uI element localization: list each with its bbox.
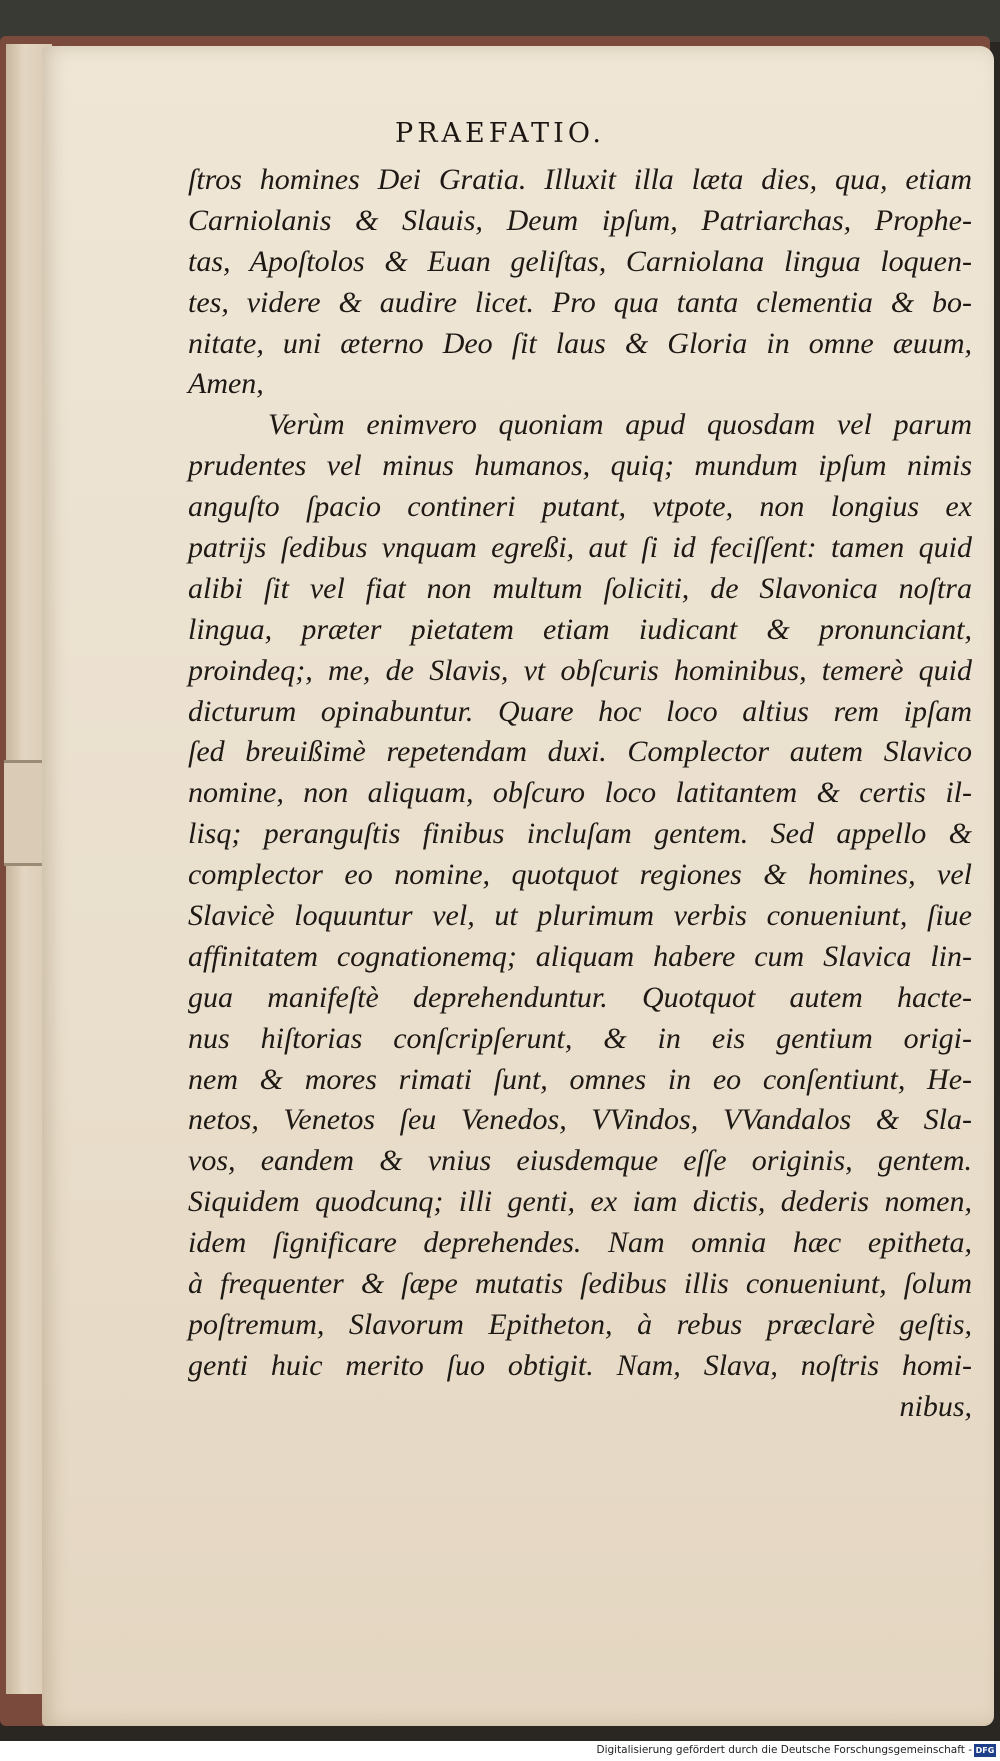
footer-credit: Digitalisierung gefördert durch die Deutsche Forschungsgemeinschaft - — [596, 1744, 972, 1756]
text-line: à frequenter & ſæpe mutatis ſedibus illis conueniunt, ſolum — [188, 1267, 972, 1301]
dfg-logo: DFG — [975, 1746, 995, 1755]
text-line: nem & mores rimati ſunt, omnes in eo conſentiunt, He- — [188, 1062, 972, 1096]
body-text — [188, 160, 972, 1428]
text-line: tes, videre & audire licet. Pro qua tanta clementia & bo- — [188, 285, 972, 319]
text-line: anguſto ſpacio contineri putant, vtpote, non longius ex — [188, 490, 972, 524]
text-line: Slavicè loquuntur vel, ut plurimum verbis conueniunt, ſiue — [188, 899, 972, 933]
catchword: nibus, — [899, 1389, 972, 1423]
digitization-footer — [0, 1741, 1000, 1761]
text-line: tas, Apoſtolos & Euan geliſtas, Carniolana lingua loquen- — [188, 244, 972, 278]
text-line: ſed breuißimè repetendam duxi. Complector autem Slavico — [188, 735, 972, 769]
text-line: genti huic merito ſuo obtigit. Nam, Slava, noſtris homi- — [188, 1348, 972, 1382]
text-line: nus hiſtorias conſcripſerunt, & in eis gentium origi- — [188, 1021, 972, 1055]
text-line: vos, eandem & vnius eiusdemque eſſe originis, gentem. — [188, 1144, 972, 1178]
text-line: poſtremum, Slavorum Epitheton, à rebus præclarè geſtis, — [188, 1307, 972, 1341]
text-line: Siquidem quodcunq; illi genti, ex iam dictis, dederis nomen, — [188, 1185, 972, 1219]
text-line: lingua, præter pietatem etiam iudicant & pronunciant, — [188, 612, 972, 646]
text-line: complector eo nomine, quotquot regiones & homines, vel — [188, 858, 972, 892]
text-line: alibi ſit vel fiat non multum ſoliciti, de Slavonica noſtra — [188, 571, 972, 605]
text-line: ſtros homines Dei Gratia. Illuxit illa læta dies, qua, etiam — [188, 163, 972, 196]
text-line: lisq; peranguſtis finibus incluſam gentem. Sed appello & — [188, 817, 972, 851]
text-line: nitate, uni æterno Deo ſit laus & Gloria in omne æuum, — [188, 326, 972, 360]
text-line: Verùm enimvero quoniam apud quosdam vel parum — [268, 408, 972, 442]
running-head: PRAEFATIO. — [395, 118, 605, 149]
text-line: Amen, — [188, 367, 264, 401]
text-line: nomine, non aliquam, obſcuro loco latitantem & certis il- — [188, 776, 972, 810]
text-line: netos, Venetos ſeu Venedos, VVindos, VVandalos & Sla- — [188, 1103, 972, 1137]
text-line: Carniolanis & Slauis, Deum ipſum, Patriarchas, Prophe- — [188, 203, 972, 237]
text-line: gua manifeſtè deprehenduntur. Quotquot autem hacte- — [188, 980, 972, 1014]
text-line: proindeq;, me, de Slavis, vt obſcuris hominibus, temerè quid — [188, 653, 972, 687]
text-line: prudentes vel minus humanos, quiq; mundum ipſum nimis — [188, 449, 972, 483]
text-line: patrijs ſedibus vnquam egreßi, aut ſi id feciſſent: tamen quid — [188, 531, 972, 565]
text-line: affinitatem cognationemq; aliquam habere cum Slavica lin- — [188, 939, 972, 973]
text-line: dicturum opinabuntur. Quare hoc loco altius rem ipſam — [188, 694, 972, 728]
text-line: idem ſignificare deprehendes. Nam omnia hæc epitheta, — [188, 1226, 972, 1260]
